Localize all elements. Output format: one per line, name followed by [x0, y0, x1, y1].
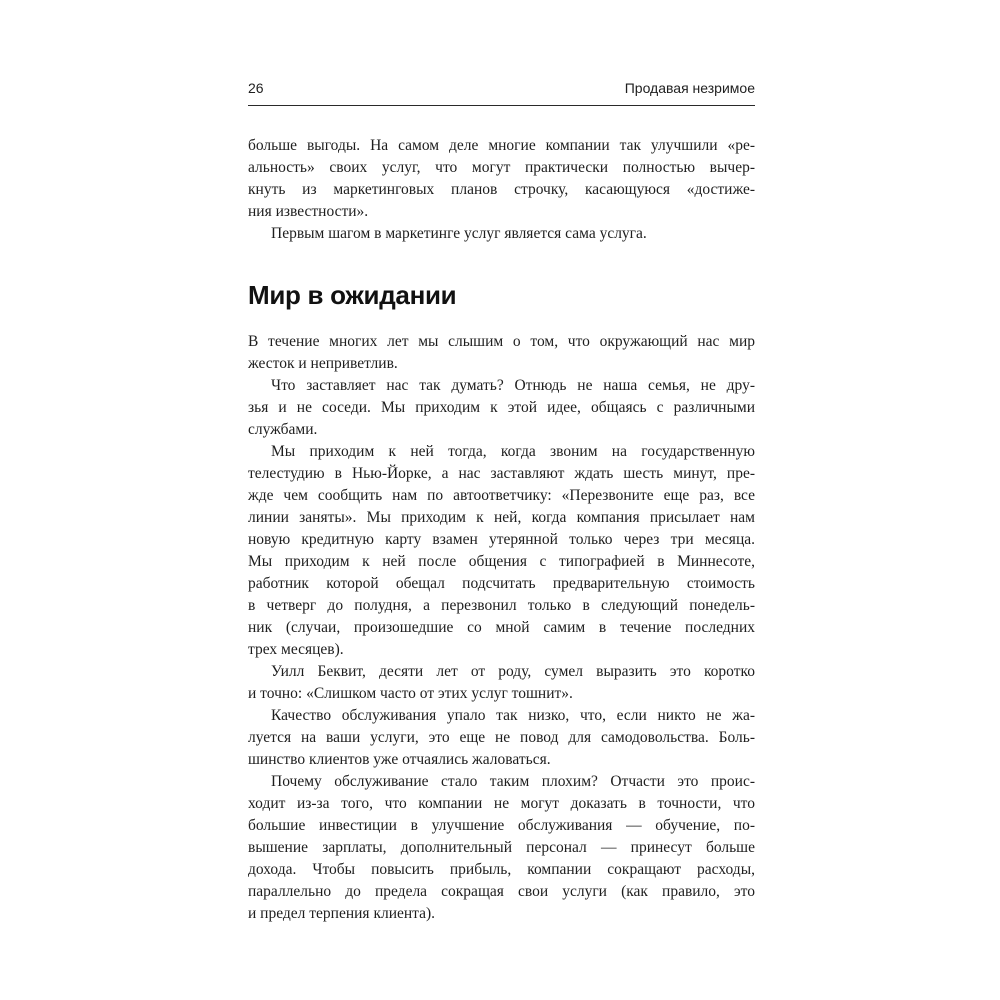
text-line: луется на ваши услуги, это еще не повод для самодовольства. Боль- [248, 729, 755, 746]
paragraph [248, 331, 755, 375]
page-body [248, 135, 755, 925]
text-line: кнуть из маркетинговых планов строчку, касающуюся «достиже- [248, 181, 755, 198]
text-line: ходит из-за того, что компании не могут доказать в точности, что [248, 795, 755, 812]
text-line: службами. [248, 421, 318, 438]
text-line: зья и не соседи. Мы приходим к этой идее, общаясь с различными [248, 399, 755, 416]
text-line: и предел терпения клиента). [248, 905, 436, 922]
text-line: Первым шагом в маркетинге услуг является сама услуга. [271, 225, 647, 242]
page-text-column [248, 80, 755, 925]
running-header [248, 80, 755, 106]
text-line: альность» своих услуг, что могут практически полностью вычер- [248, 159, 755, 176]
text-line: телестудию в Нью-Йорке, а нас заставляют ждать шесть минут, пре- [248, 465, 755, 482]
text-line: работник которой обещал подсчитать предварительную стоимость [248, 575, 755, 592]
text-line: и точно: «Слишком часто от этих услуг тошнит». [248, 685, 573, 702]
text-line: новую кредитную карту взамен утерянной только через три месяца. [248, 531, 755, 548]
text-line: дохода. Чтобы повысить прибыль, компании сокращают расходы, [248, 861, 755, 878]
text-line: ния известности». [248, 203, 369, 220]
running-title: Продавая незримое [624, 80, 755, 96]
paragraph [248, 661, 755, 705]
text-line: Уилл Беквит, десяти лет от роду, сумел выразить это коротко [271, 663, 755, 680]
section-heading: Мир в ожидании [248, 280, 457, 310]
text-line: ник (случаи, произошедшие со мной самим в течение последних [248, 619, 755, 636]
paragraph [248, 375, 755, 441]
paragraph [248, 135, 755, 223]
text-line: В течение многих лет мы слышим о том, что окружающий нас мир [248, 333, 755, 350]
paragraph [248, 705, 755, 771]
paragraph [248, 771, 755, 925]
text-line: больше выгоды. На самом деле многие компании так улучшили «ре- [248, 137, 755, 154]
text-line: жесток и неприветлив. [248, 355, 398, 372]
text-line: в четверг до полудня, а перезвонил только в следующий понедель- [248, 597, 755, 614]
text-line: Мы приходим к ней после общения с типографией в Миннесоте, [248, 553, 755, 570]
text-line: большие инвестиции в улучшение обслуживания — обучение, по- [248, 817, 755, 834]
text-line: Качество обслуживания упало так низко, что, если никто не жа- [271, 707, 755, 724]
text-line: шинство клиентов уже отчаялись жаловаться. [248, 751, 551, 768]
text-line: Что заставляет нас так думать? Отнюдь не наша семья, не дру- [271, 377, 755, 394]
text-line: Почему обслуживание стало таким плохим? Отчасти это проис- [271, 773, 755, 790]
text-line: Мы приходим к ней тогда, когда звоним на государственную [271, 443, 755, 460]
text-line: жде чем сообщить нам по автоответчику: «Перезвоните еще раз, все [248, 487, 755, 504]
paragraph [248, 441, 755, 661]
text-line: вышение зарплаты, дополнительный персонал — принесут больше [248, 839, 755, 856]
paragraph [248, 223, 755, 245]
text-line: линии заняты». Мы приходим к ней, когда компания присылает нам [248, 509, 755, 526]
text-line: параллельно до предела сокращая свои услуги (как правило, это [248, 883, 755, 900]
page-number: 26 [248, 80, 264, 96]
text-line: трех месяцев). [248, 641, 344, 658]
